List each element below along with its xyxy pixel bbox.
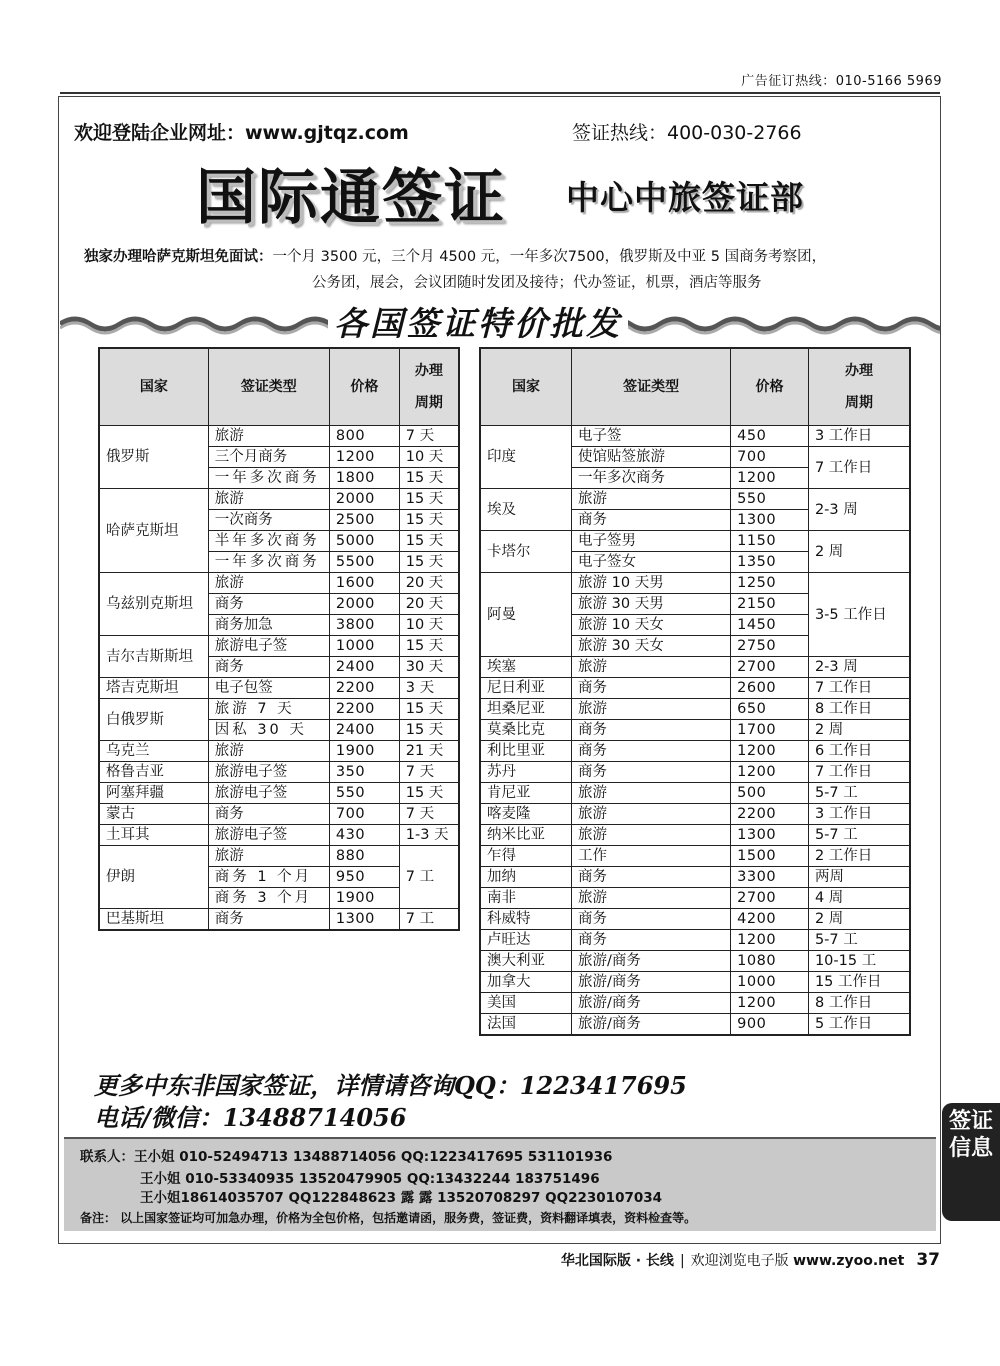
country-cell: 纳米比亚	[480, 825, 572, 846]
visa-type-cell: 商务	[208, 909, 329, 931]
table-row	[99, 783, 459, 804]
visa-table-left	[98, 347, 460, 931]
period-cell: 3 工作日	[808, 426, 910, 447]
period-cell: 6 工作日	[808, 741, 910, 762]
visa-type-cell: 工作	[572, 846, 731, 867]
period-cell: 2 周	[808, 720, 910, 741]
contact-line-1: 联系人：王小姐 010-52494713 13488714056 QQ:1223417695 531101936	[80, 1149, 613, 1165]
country-cell: 乍得	[480, 846, 572, 867]
visa-type-cell: 商务	[208, 804, 329, 825]
price-cell: 950	[329, 867, 399, 888]
visa-type-cell: 电子包签	[208, 678, 329, 699]
price-cell: 2200	[329, 678, 399, 699]
price-cell: 1300	[731, 510, 809, 531]
visa-type-cell: 旅游/商务	[572, 1014, 731, 1036]
table-row	[480, 720, 910, 741]
header-country: 国家	[480, 348, 572, 426]
header-period: 办理 周期	[399, 348, 459, 426]
visa-type-cell: 因私 30 天	[208, 720, 329, 741]
country-cell: 法国	[480, 1014, 572, 1036]
price-cell: 1200	[731, 762, 809, 783]
table-row	[480, 783, 910, 804]
period-cell: 两周	[808, 867, 910, 888]
table-row	[99, 846, 459, 867]
visa-type-cell: 旅游	[208, 573, 329, 594]
price-cell: 1900	[329, 741, 399, 762]
visa-type-cell: 一年多次商务	[208, 552, 329, 573]
price-cell: 1200	[731, 993, 809, 1014]
table-row	[480, 1014, 910, 1036]
more-qq: 更多中东非国家签证，详情请咨询QQ：1223417695	[94, 1071, 687, 1100]
period-cell: 5 工作日	[808, 1014, 910, 1036]
period-cell: 7 天	[399, 762, 459, 783]
table-row	[99, 678, 459, 699]
visa-type-cell: 旅游电子签	[208, 762, 329, 783]
table-header-row	[99, 348, 459, 426]
price-cell: 1200	[329, 447, 399, 468]
exclusive-line2: 公务团，展会，会议团随时发团及接待；代办签证，机票，酒店等服务	[312, 275, 762, 291]
country-cell: 利比里亚	[480, 741, 572, 762]
contact-box	[64, 1137, 936, 1231]
period-cell: 2-3 周	[808, 657, 910, 678]
period-cell: 5-7 工	[808, 930, 910, 951]
country-cell: 喀麦隆	[480, 804, 572, 825]
more-info	[94, 1070, 687, 1134]
period-cell: 10 天	[399, 447, 459, 468]
visa-type-cell: 商务	[572, 930, 731, 951]
table-row	[99, 426, 459, 447]
visa-type-cell: 电子签男	[572, 531, 731, 552]
table-row	[99, 825, 459, 846]
visa-type-cell: 旅游	[572, 888, 731, 909]
visa-type-cell: 商务	[572, 909, 731, 930]
visa-type-cell: 旅游	[208, 741, 329, 762]
price-cell: 2400	[329, 720, 399, 741]
country-cell: 哈萨克斯坦	[99, 489, 208, 573]
visa-type-cell: 商务 1 个月	[208, 867, 329, 888]
period-cell: 3-5 工作日	[808, 573, 910, 657]
visa-type-cell: 旅游/商务	[572, 951, 731, 972]
price-cell: 3800	[329, 615, 399, 636]
visa-type-cell: 旅游电子签	[208, 636, 329, 657]
visa-type-cell: 旅游 30 天男	[572, 594, 731, 615]
table-row	[480, 762, 910, 783]
period-cell: 10 天	[399, 615, 459, 636]
period-cell: 7 工作日	[808, 447, 910, 489]
period-cell: 7 工	[399, 846, 459, 909]
visa-type-cell: 旅游	[208, 426, 329, 447]
price-cell: 1200	[731, 468, 809, 489]
price-cell: 2750	[731, 636, 809, 657]
country-cell: 苏丹	[480, 762, 572, 783]
price-cell: 1200	[731, 930, 809, 951]
table-row	[99, 489, 459, 510]
country-cell: 巴基斯坦	[99, 909, 208, 931]
table-row	[480, 993, 910, 1014]
period-cell: 5-7 工	[808, 783, 910, 804]
country-cell: 乌克兰	[99, 741, 208, 762]
visa-type-cell: 商务	[572, 762, 731, 783]
table-row	[480, 573, 910, 594]
table-row	[480, 825, 910, 846]
period-cell: 20 天	[399, 573, 459, 594]
page-footer: 华北国际版 · 长线 | 欢迎浏览电子版 www.zyoo.net 37	[560, 1250, 940, 1270]
price-cell: 2150	[731, 594, 809, 615]
visa-type-cell: 使馆贴签旅游	[572, 447, 731, 468]
table-row	[99, 804, 459, 825]
price-cell: 2700	[731, 657, 809, 678]
country-cell: 阿塞拜疆	[99, 783, 208, 804]
price-cell: 2000	[329, 594, 399, 615]
visa-type-cell: 旅游	[572, 804, 731, 825]
country-cell: 埃及	[480, 489, 572, 531]
exclusive-label: 独家办理哈萨克斯坦免面试：	[84, 249, 273, 265]
visa-type-cell: 旅游 7 天	[208, 699, 329, 720]
visa-type-cell: 旅游	[572, 489, 731, 510]
period-cell: 15 天	[399, 699, 459, 720]
visa-type-cell: 旅游/商务	[572, 972, 731, 993]
price-cell: 1800	[329, 468, 399, 489]
website-welcome: 欢迎登陆企业网址：www.gjtqz.com	[74, 122, 409, 144]
price-cell: 430	[329, 825, 399, 846]
footer-browse: 欢迎浏览电子版	[690, 1253, 789, 1269]
price-cell: 1900	[329, 888, 399, 909]
banner-title: 各国签证特价批发	[328, 298, 628, 345]
table-row	[99, 573, 459, 594]
price-cell: 700	[329, 804, 399, 825]
header-country: 国家	[99, 348, 208, 426]
visa-type-cell: 一年多次商务	[208, 468, 329, 489]
exclusive-line1: 一个月 3500 元，三个月 4500 元，一年多次7500，俄罗斯及中亚 5 国商务考察团，	[272, 249, 827, 265]
table-row	[480, 531, 910, 552]
page-number: 37	[916, 1250, 940, 1270]
table-row	[480, 888, 910, 909]
price-cell: 500	[731, 783, 809, 804]
price-cell: 2600	[731, 678, 809, 699]
country-cell: 土耳其	[99, 825, 208, 846]
header-period: 办理 周期	[808, 348, 910, 426]
price-cell: 650	[731, 699, 809, 720]
country-cell: 尼日利亚	[480, 678, 572, 699]
visa-type-cell: 商务	[572, 741, 731, 762]
price-cell: 1000	[731, 972, 809, 993]
visa-type-cell: 旅游	[208, 489, 329, 510]
period-cell: 2-3 周	[808, 489, 910, 531]
visa-type-cell: 旅游电子签	[208, 783, 329, 804]
header-type: 签证类型	[572, 348, 731, 426]
visa-type-cell: 旅游 10 天女	[572, 615, 731, 636]
header-price: 价格	[329, 348, 399, 426]
price-cell: 350	[329, 762, 399, 783]
visa-type-cell: 一次商务	[208, 510, 329, 531]
period-cell: 15 天	[399, 531, 459, 552]
ad-hotline-header: 广告征订热线：010-5166 5969	[741, 74, 942, 89]
table-header-row	[480, 348, 910, 426]
visa-type-cell: 三个月商务	[208, 447, 329, 468]
period-cell: 2 周	[808, 909, 910, 930]
visa-type-cell: 旅游电子签	[208, 825, 329, 846]
visa-type-cell: 旅游 30 天女	[572, 636, 731, 657]
country-cell: 科威特	[480, 909, 572, 930]
table-row	[480, 804, 910, 825]
table-row	[480, 678, 910, 699]
country-cell: 乌兹别克斯坦	[99, 573, 208, 636]
table-row	[480, 909, 910, 930]
price-cell: 1000	[329, 636, 399, 657]
period-cell: 7 工	[399, 909, 459, 931]
price-cell: 1150	[731, 531, 809, 552]
table-row	[99, 741, 459, 762]
country-cell: 吉尔吉斯斯坦	[99, 636, 208, 678]
country-cell: 白俄罗斯	[99, 699, 208, 741]
period-cell: 3 天	[399, 678, 459, 699]
period-cell: 15 天	[399, 468, 459, 489]
price-cell: 5000	[329, 531, 399, 552]
table-row	[99, 762, 459, 783]
country-cell: 肯尼亚	[480, 783, 572, 804]
exclusive-offer	[84, 244, 934, 296]
price-cell: 4200	[731, 909, 809, 930]
period-cell: 15 天	[399, 510, 459, 531]
period-cell: 7 工作日	[808, 678, 910, 699]
price-cell: 900	[731, 1014, 809, 1036]
table-row	[99, 699, 459, 720]
country-cell: 格鲁吉亚	[99, 762, 208, 783]
price-cell: 2200	[329, 699, 399, 720]
period-cell: 15 天	[399, 720, 459, 741]
period-cell: 15 工作日	[808, 972, 910, 993]
price-cell: 550	[329, 783, 399, 804]
price-cell: 1700	[731, 720, 809, 741]
period-cell: 2 周	[808, 531, 910, 573]
price-cell: 1300	[731, 825, 809, 846]
country-cell: 伊朗	[99, 846, 208, 909]
visa-type-cell: 旅游	[572, 657, 731, 678]
visa-type-cell: 商务	[208, 594, 329, 615]
company-subtitle: 中心中旅签证部	[566, 178, 804, 217]
price-cell: 2700	[731, 888, 809, 909]
price-cell: 1200	[731, 741, 809, 762]
price-cell: 1250	[731, 573, 809, 594]
visa-type-cell: 商务	[572, 678, 731, 699]
country-cell: 坦桑尼亚	[480, 699, 572, 720]
price-cell: 700	[731, 447, 809, 468]
visa-type-cell: 半年多次商务	[208, 531, 329, 552]
header-price: 价格	[731, 348, 809, 426]
table-row	[480, 972, 910, 993]
visa-type-cell: 商务	[572, 720, 731, 741]
section-tab: 签证 信息	[942, 1103, 1000, 1221]
price-cell: 2500	[329, 510, 399, 531]
country-cell: 美国	[480, 993, 572, 1014]
price-cell: 3300	[731, 867, 809, 888]
period-cell: 20 天	[399, 594, 459, 615]
period-cell: 3 工作日	[808, 804, 910, 825]
period-cell: 7 工作日	[808, 762, 910, 783]
country-cell: 阿曼	[480, 573, 572, 657]
footer-site: www.zyoo.net	[793, 1253, 905, 1269]
period-cell: 15 天	[399, 783, 459, 804]
visa-type-cell: 电子签女	[572, 552, 731, 573]
visa-type-cell: 旅游	[572, 699, 731, 720]
country-cell: 蒙古	[99, 804, 208, 825]
price-cell: 1450	[731, 615, 809, 636]
period-cell: 30 天	[399, 657, 459, 678]
price-cell: 800	[329, 426, 399, 447]
period-cell: 5-7 工	[808, 825, 910, 846]
country-cell: 加纳	[480, 867, 572, 888]
company-title: 国际通签证	[196, 163, 506, 233]
period-cell: 7 天	[399, 426, 459, 447]
price-cell: 1600	[329, 573, 399, 594]
price-cell: 5500	[329, 552, 399, 573]
price-cell: 1080	[731, 951, 809, 972]
footer-edition: 华北国际版 · 长线	[560, 1253, 674, 1269]
period-cell: 1-3 天	[399, 825, 459, 846]
table-row	[480, 930, 910, 951]
period-cell: 7 天	[399, 804, 459, 825]
visa-type-cell: 旅游	[572, 783, 731, 804]
country-cell: 俄罗斯	[99, 426, 208, 489]
country-cell: 卢旺达	[480, 930, 572, 951]
visa-type-cell: 旅游	[572, 825, 731, 846]
contact-line-3: 王小姐18614035707 QQ122848623 露 露 13520708297 QQ2230107034	[140, 1190, 663, 1206]
header-type: 签证类型	[208, 348, 329, 426]
table-row	[99, 909, 459, 931]
visa-type-cell: 商务	[572, 510, 731, 531]
table-row	[480, 741, 910, 762]
country-cell: 印度	[480, 426, 572, 489]
price-cell: 2000	[329, 489, 399, 510]
price-cell: 2400	[329, 657, 399, 678]
price-cell: 1300	[329, 909, 399, 931]
table-row	[480, 846, 910, 867]
visa-table-right	[479, 347, 911, 1036]
price-cell: 1350	[731, 552, 809, 573]
visa-type-cell: 商务	[208, 657, 329, 678]
country-cell: 埃塞	[480, 657, 572, 678]
table-row	[480, 951, 910, 972]
country-cell: 塔吉克斯坦	[99, 678, 208, 699]
country-cell: 澳大利亚	[480, 951, 572, 972]
divider	[60, 92, 940, 94]
period-cell: 21 天	[399, 741, 459, 762]
visa-type-cell: 旅游	[208, 846, 329, 867]
price-cell: 450	[731, 426, 809, 447]
visa-hotline: 签证热线：400-030-2766	[572, 122, 802, 144]
table-row	[480, 426, 910, 447]
period-cell: 15 天	[399, 489, 459, 510]
visa-type-cell: 旅游/商务	[572, 993, 731, 1014]
period-cell: 15 天	[399, 552, 459, 573]
period-cell: 4 周	[808, 888, 910, 909]
period-cell: 2 工作日	[808, 846, 910, 867]
price-cell: 880	[329, 846, 399, 867]
table-row	[480, 657, 910, 678]
price-cell: 2200	[731, 804, 809, 825]
visa-type-cell: 一年多次商务	[572, 468, 731, 489]
period-cell: 8 工作日	[808, 699, 910, 720]
table-row	[99, 636, 459, 657]
table-row	[480, 699, 910, 720]
period-cell: 8 工作日	[808, 993, 910, 1014]
period-cell: 10-15 工	[808, 951, 910, 972]
country-cell: 卡塔尔	[480, 531, 572, 573]
visa-type-cell: 商务 3 个月	[208, 888, 329, 909]
visa-type-cell: 商务	[572, 867, 731, 888]
price-cell: 550	[731, 489, 809, 510]
country-cell: 南非	[480, 888, 572, 909]
visa-type-cell: 旅游 10 天男	[572, 573, 731, 594]
country-cell: 加拿大	[480, 972, 572, 993]
remark-note: 备注： 以上国家签证均可加急办理，价格为全包价格，包括邀请函，服务费，签证费，资料翻译填表，资料检查等。	[80, 1211, 697, 1225]
visa-type-cell: 商务加急	[208, 615, 329, 636]
price-cell: 1500	[731, 846, 809, 867]
country-cell: 莫桑比克	[480, 720, 572, 741]
visa-type-cell: 电子签	[572, 426, 731, 447]
table-row	[480, 867, 910, 888]
table-row	[480, 489, 910, 510]
contact-line-2: 王小姐 010-53340935 13520479905 QQ:13432244 183751496	[140, 1171, 600, 1187]
more-phone: 电话/微信：13488714056	[94, 1103, 407, 1132]
period-cell: 15 天	[399, 636, 459, 657]
